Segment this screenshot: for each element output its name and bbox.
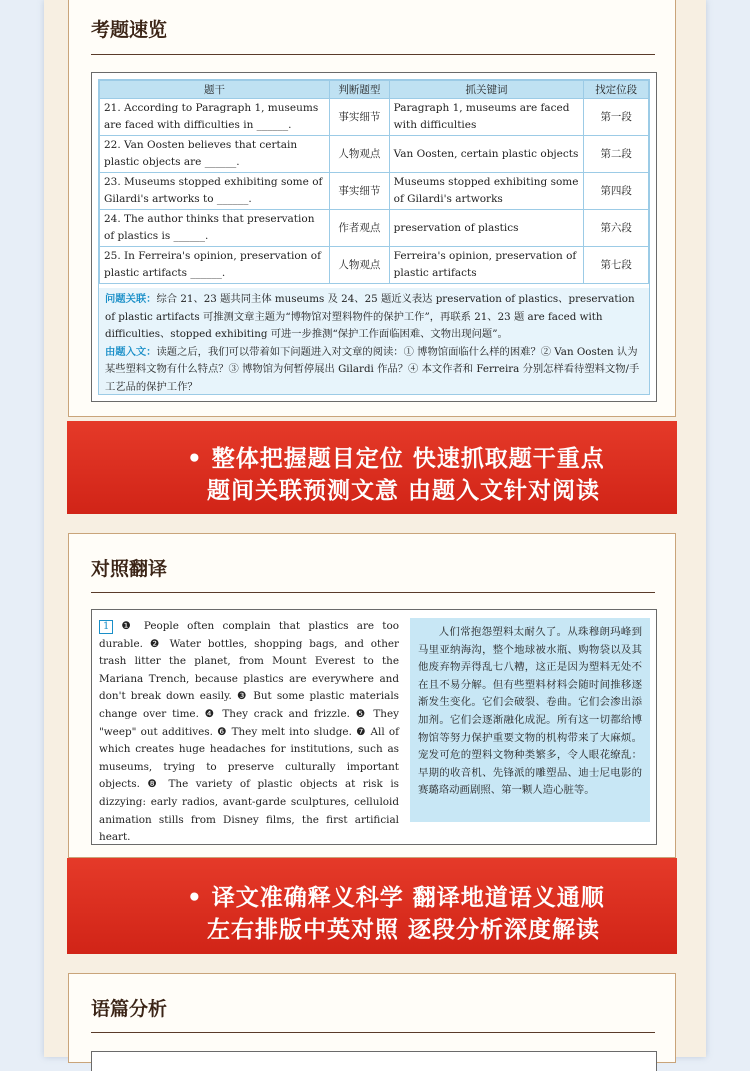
note-question-association — [105, 291, 643, 344]
table-row — [100, 136, 649, 173]
question-type: 人物观点 — [330, 247, 390, 284]
column-header: 判断题型 — [330, 81, 390, 99]
keywords: preservation of plastics — [389, 210, 584, 247]
table-row — [100, 210, 649, 247]
keywords: Van Oosten, certain plastic objects — [389, 136, 584, 173]
note-tag: 由题入文： — [105, 345, 157, 358]
english-passage — [99, 618, 399, 847]
title-divider — [91, 1032, 655, 1033]
table-header-row — [100, 81, 649, 99]
locate-paragraph: 第二段 — [584, 136, 649, 173]
analysis-notes — [99, 288, 649, 394]
question-table-frame — [91, 72, 657, 402]
question-stem: 23. Museums stopped exhibiting some of Gilardi's artworks to ______. — [100, 173, 330, 210]
chinese-translation: 人们常抱怨塑料太耐久了。从珠穆朗玛峰到马里亚纳海沟，整个地球被水瓶、购物袋以及其他废弃物弄得乱七八糟，这正是因为塑料无处不在且不易分解。但有些塑料材料会随时间推移逐渐发生变化。它们会破裂、卷曲。它们会渗出添加剂。它们会逐渐融化成泥。所有这一切都给博物馆等努力保护重要文物的机构带来了大麻烦。宠发可危的塑料文物种类繁多，令人眼花缭乱：早期的收音机、先锋派的雕塑品、迪士尼电影的赛璐珞动画剧照、第一颗人造心脏等。 — [410, 618, 650, 822]
locate-paragraph: 第四段 — [584, 173, 649, 210]
question-type: 人物观点 — [330, 136, 390, 173]
analysis-box-top — [91, 1051, 657, 1071]
question-stem: 22. Van Oosten believes that certain plastic objects are ______. — [100, 136, 330, 173]
section-discourse-analysis — [68, 973, 676, 1063]
title-divider — [91, 54, 655, 55]
section-title: 语篇分析 — [91, 998, 168, 1020]
column-header: 找定位段 — [584, 81, 649, 99]
banner-line: • 译文准确释义科学 翻译地道语义通顺 — [187, 885, 605, 911]
keywords: Ferreira's opinion, preservation of plastic artifacts — [389, 247, 584, 284]
banner-line: 左右排版中英对照 逐段分析深度解读 — [207, 917, 601, 943]
question-type: 事实细节 — [330, 173, 390, 210]
feature-banner — [67, 421, 677, 514]
section-exam-overview — [68, 0, 676, 417]
section-title: 对照翻译 — [91, 558, 168, 580]
question-table-panel — [98, 79, 650, 395]
feature-banner — [67, 858, 677, 954]
note-from-question-to-text — [105, 344, 643, 397]
translation-box — [91, 609, 657, 845]
question-type: 作者观点 — [330, 210, 390, 247]
column-header: 抓关键词 — [389, 81, 584, 99]
question-stem: 21. According to Paragraph 1, museums are faced with difficulties in ______. — [100, 99, 330, 136]
table-row — [100, 99, 649, 136]
section-translation — [68, 533, 676, 858]
paragraph-number: 1 — [99, 620, 113, 634]
table-row — [100, 247, 649, 284]
keywords: Museums stopped exhibiting some of Gilardi's artworks — [389, 173, 584, 210]
banner-line: 题间关联预测文意 由题入文针对阅读 — [207, 478, 601, 504]
column-header: 题干 — [100, 81, 330, 99]
question-type: 事实细节 — [330, 99, 390, 136]
note-text: 综合 21、23 题共同主体 museums 及 24、25 题近义表达 preservation of plastics、preservation of plastic artifacts 可推测文章主题为“博物馆对塑料物件的保护工作”，再联系 21、23 题 are faced with difficulties、stopped exhibiting 可进一步推测“保护工作面临困难、文物出现问题”。 — [105, 293, 635, 340]
note-text: 读题之后，我们可以带着如下问题进入对文章的阅读：① 博物馆面临什么样的困难？② Van Oosten 认为某些塑料文物有什么特点？③ 博物馆为何暂停展出 Gilardi 作品？④ 本文作者和 Ferreira 分别怎样看待塑料文物/手工艺品的保护工作？ — [105, 345, 640, 393]
keywords: Paragraph 1, museums are faced with difficulties — [389, 99, 584, 136]
table-row — [100, 173, 649, 210]
title-divider — [91, 592, 655, 593]
locate-paragraph: 第六段 — [584, 210, 649, 247]
question-stem: 25. In Ferreira's opinion, preservation of plastic artifacts ______. — [100, 247, 330, 284]
english-text: ❶ People often complain that plastics are too durable. ❷ Water bottles, shopping bags, and other trash litter the planet, from Mount Everest to the Mariana Trench, because plastics are everywhere and don't break down easily. ❸ But some plastic materials change over time. ❹ They crack and frizzle. ❺ They "weep" out additives. ❻ They melt into sludge. ❼ All of which creates huge headaches for institutions, such as museums, trying to preserve culturally important objects. ❽ The variety of plastic objects at risk is dizzying: early radios, avant-garde sculptures, celluloid animation stills from Disney films, the first artificial heart. — [99, 620, 399, 844]
question-stem: 24. The author thinks that preservation of plastics is ______. — [100, 210, 330, 247]
banner-line: • 整体把握题目定位 快速抓取题干重点 — [187, 446, 605, 472]
section-title: 考题速览 — [91, 19, 168, 41]
note-tag: 问题关联： — [105, 293, 157, 305]
locate-paragraph: 第七段 — [584, 247, 649, 284]
locate-paragraph: 第一段 — [584, 99, 649, 136]
question-table — [99, 80, 649, 284]
